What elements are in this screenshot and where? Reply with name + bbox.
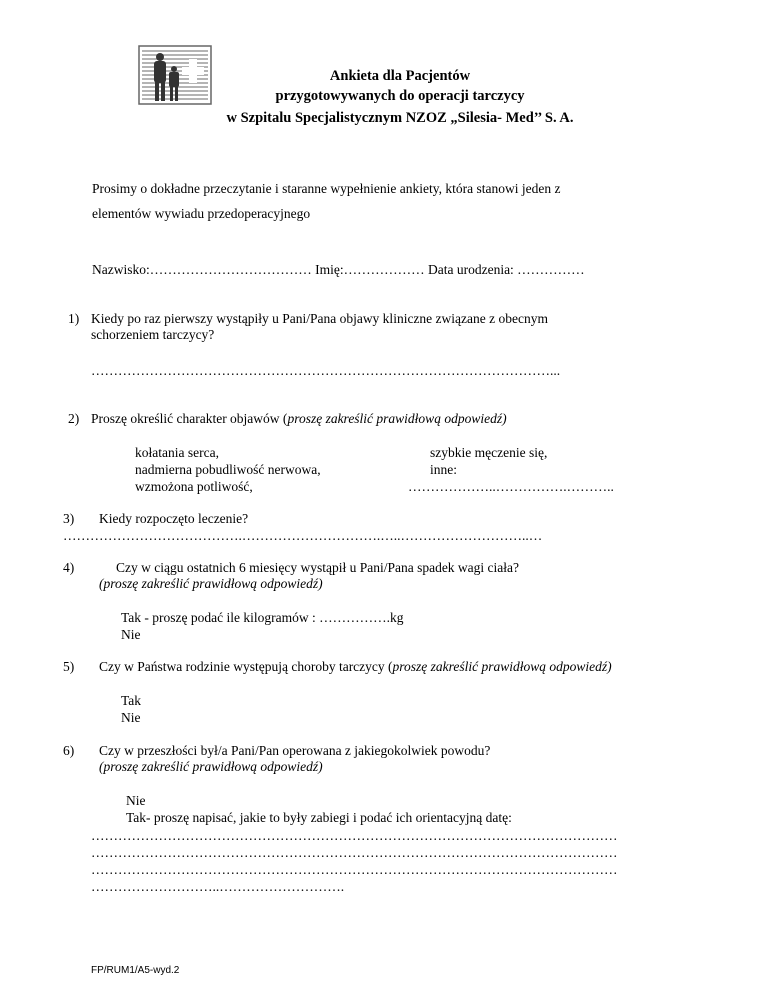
q6-answer-line-2[interactable]: ………………………………………………………………………………………………………	[91, 845, 618, 860]
intro-line-2: elementów wywiadu przedoperacyjnego	[92, 206, 311, 221]
document-code: FP/RUM1/A5-wyd.2	[91, 965, 180, 976]
question-5-hint: proszę zakreślić prawidłową odpowiedź)	[392, 659, 612, 674]
question-5-text: Czy w Państwa rodzinie występują choroby tarczycy (proszę zakreślić prawidłową odpowiedź)	[99, 659, 612, 674]
option-palpitations[interactable]: kołatania serca,	[135, 445, 219, 460]
question-4-number: 4)	[63, 560, 75, 575]
q6-option-no[interactable]: Nie	[126, 793, 146, 808]
question-6-hint: (proszę zakreślić prawidłową odpowiedź)	[99, 759, 323, 774]
question-4-text: Czy w ciągu ostatnich 6 miesięcy wystąpił u Pani/Pana spadek wagi ciała?	[116, 560, 520, 575]
question-2-hint: proszę zakreślić prawidłową odpowiedź)	[287, 411, 507, 426]
question-6-text: Czy w przeszłości był/a Pani/Pan operowana z jakiegokolwiek powodu?	[99, 743, 491, 758]
q4-option-no[interactable]: Nie	[121, 627, 141, 642]
question-6-number: 6)	[63, 743, 75, 758]
question-4-hint: (proszę zakreślić prawidłową odpowiedź)	[99, 576, 323, 591]
question-2-number: 2)	[68, 411, 80, 426]
option-other[interactable]: inne:	[430, 462, 457, 477]
option-fatigue[interactable]: szybkie męczenie się,	[430, 445, 548, 460]
question-3-answer-line[interactable]: ………………………………….………………………….…..………………………..…	[63, 528, 543, 543]
question-3-text: Kiedy rozpoczęto leczenie?	[99, 511, 249, 526]
question-2-text: Proszę określić charakter objawów (proszę zakreślić prawidłową odpowiedź)	[91, 411, 507, 426]
q5-option-yes[interactable]: Tak	[121, 693, 142, 708]
q5-option-no[interactable]: Nie	[121, 710, 141, 725]
question-1-answer-line[interactable]: …………………………………………………………………………………………...	[91, 363, 561, 378]
option-nervousness[interactable]: nadmierna pobudliwość nerwowa,	[135, 462, 321, 477]
q6-answer-line-4[interactable]: ………………………..……………………….	[91, 879, 345, 894]
q4-option-yes[interactable]: Tak - proszę podać ile kilogramów : …………….kg	[121, 610, 404, 625]
question-5-number: 5)	[63, 659, 75, 674]
question-1-text: Kiedy po raz pierwszy wystąpiły u Pani/Pana objawy kliniczne związane z obecnym	[91, 311, 548, 326]
personal-data-fields[interactable]: Nazwisko:……………………………… Imię:……………… Data urodzenia: ……………	[92, 262, 585, 277]
question-1-number: 1)	[68, 311, 80, 326]
intro-line-1: Prosimy o dokładne przeczytanie i staranne wypełnienie ankiety, która stanowi jeden z	[92, 181, 561, 196]
title-line-1: Ankieta dla Pacjentów	[329, 68, 471, 84]
title-line-2: przygotowywanych do operacji tarczycy	[275, 88, 525, 104]
option-other-answer-line[interactable]: ………………..…………….………..	[408, 479, 614, 494]
question-3-number: 3)	[63, 511, 75, 526]
q6-answer-line-3[interactable]: ………………………………………………………………………………………………………	[91, 862, 618, 877]
q6-option-yes[interactable]: Tak- proszę napisać, jakie to były zabiegi i podać ich orientacyjną datę:	[126, 810, 512, 825]
option-sweating[interactable]: wzmożona potliwość,	[135, 479, 253, 494]
q6-answer-line-1[interactable]: ………………………………………………………………………………………………………	[91, 828, 618, 843]
title-line-3: w Szpitalu Specjalistycznym NZOZ „Silesia- Med’’ S. A.	[226, 110, 574, 126]
question-1-text-cont: schorzeniem tarczycy?	[91, 327, 215, 342]
